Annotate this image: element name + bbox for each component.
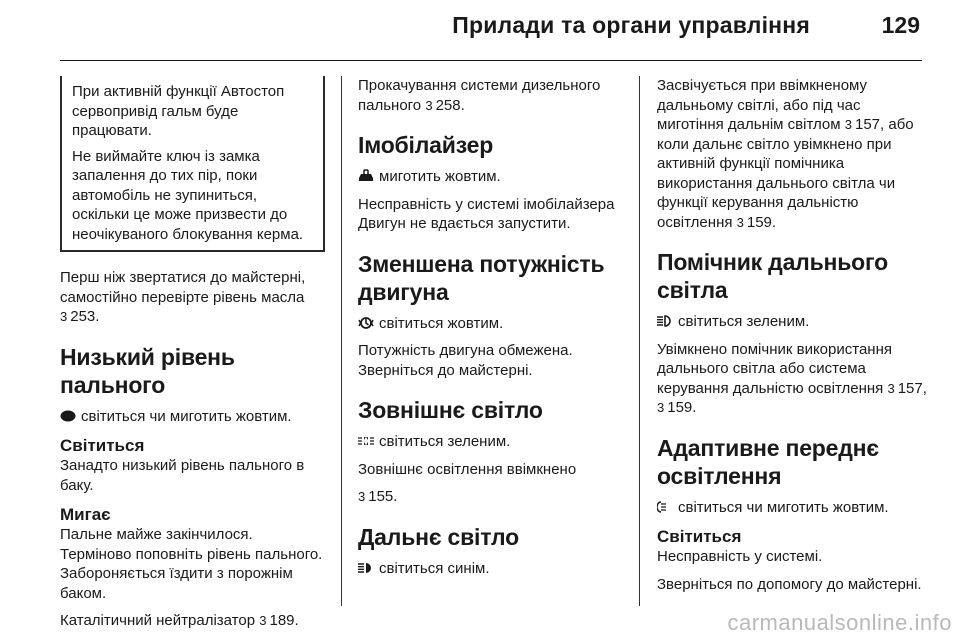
afl-indicator-line xyxy=(657,498,927,518)
reduced-power-indicator-line xyxy=(358,314,626,334)
low-fuel-blink-text: Пальне майже закінчилося. Терміново поповніть рівень пального. Забороняється їздити з порожнім баком. xyxy=(60,526,323,602)
catalyst-text: Каталітичний нейтралізатор xyxy=(60,612,256,629)
side-lights-icon xyxy=(358,434,374,448)
warning-box xyxy=(60,76,325,252)
fuel-warning-icon xyxy=(60,409,76,423)
low-fuel-blink-heading: Мигає xyxy=(60,505,111,524)
column-divider-1 xyxy=(341,76,342,606)
reference-arrow-icon: 3 xyxy=(657,400,665,415)
high-beam-assist-indicator-line xyxy=(657,312,927,332)
column-1 xyxy=(60,76,325,639)
priming-text: Прокачування системи дизельного пального xyxy=(358,77,601,114)
low-fuel-indicator-line xyxy=(60,407,325,427)
page-header-title: Прилади та органи управління xyxy=(452,12,810,38)
immobilizer-indicator-line xyxy=(358,167,626,187)
immobilizer-line-text: миготить жовтим. xyxy=(379,168,501,185)
low-fuel-heading: Низький рівень пального xyxy=(60,343,235,398)
reduced-power-line-text: світиться жовтим. xyxy=(379,314,504,332)
afl-line-text: світиться чи миготить жовтим. xyxy=(678,498,889,516)
low-fuel-lit-heading: Світиться xyxy=(60,436,145,455)
header-divider xyxy=(60,60,922,61)
low-fuel-lit-text: Занадто низький рівень пального в баку. xyxy=(60,457,305,494)
high-beam-description xyxy=(657,76,927,232)
page-number: 129 xyxy=(881,12,920,38)
afl-lit-heading: Світиться xyxy=(657,527,742,546)
car-key-icon xyxy=(358,169,374,183)
reduced-power-heading: Зменшена потужність двигуна xyxy=(358,250,605,305)
high-beam-assist-icon xyxy=(657,314,673,328)
warning-paragraph-1: При активній функції Автостоп сервопривід гальм буде працювати. xyxy=(72,83,285,139)
column-2 xyxy=(358,76,626,586)
high-beam-assist-ref-1[interactable]: 157, xyxy=(897,379,927,397)
priming-ref[interactable]: 258. xyxy=(435,96,465,114)
high-beam-assist-text: Увімкнено помічник використання дальнього світла або система керування дальністю освітлення xyxy=(657,340,892,397)
exterior-light-ref[interactable]: 155. xyxy=(368,488,398,505)
column-divider-2 xyxy=(639,76,640,606)
afl-heading: Адаптивне переднє освітлення xyxy=(657,434,879,489)
reference-arrow-icon: 3 xyxy=(259,613,267,628)
catalyst-ref[interactable]: 189. xyxy=(269,612,299,629)
watermark: carmanualsonline.info xyxy=(727,610,952,635)
column-3 xyxy=(657,76,927,602)
priming-paragraph xyxy=(358,76,626,115)
reference-arrow-icon: 3 xyxy=(736,214,744,230)
immobilizer-text: Несправність у системі імобілайзера Двигун не вдається запустити. xyxy=(358,195,615,232)
high-beam-assist-heading: Помічник дальнього світла xyxy=(657,249,888,303)
exterior-light-line-text: світиться зеленим. xyxy=(379,433,511,450)
high-beam-desc-a: Засвічується при ввімкненому дальньому світлі, або під час миготіння дальнім світлом xyxy=(657,77,868,133)
check-oil-text: Перш ніж звертатися до майстерні, самостійно перевірте рівень масла xyxy=(60,269,306,306)
reference-arrow-icon: 3 xyxy=(358,489,366,504)
immobilizer-heading: Імобілайзер xyxy=(358,132,494,158)
reduced-power-text: Потужність двигуна обмежена. Зверніться до майстерні. xyxy=(358,342,573,379)
reference-arrow-icon: 3 xyxy=(887,380,895,396)
afl-lit-text: Несправність у системі. xyxy=(657,548,823,565)
engine-power-icon xyxy=(358,316,374,330)
afl-icon xyxy=(657,500,673,514)
warning-paragraph-2: Не виймайте ключ із замка запалення до тих пір, поки автомобіль не зупиниться, оскільки це може призвести до неочікуваного блокування керма. xyxy=(72,147,304,243)
high-beam-ref-1[interactable]: 157, xyxy=(855,116,885,133)
high-beam-line-text: світиться синім. xyxy=(379,559,490,577)
afl-contact-text: Зверніться по допомогу до майстерні. xyxy=(657,575,922,593)
reference-arrow-icon: 3 xyxy=(844,117,852,132)
high-beam-assist-ref-2[interactable]: 159. xyxy=(667,399,697,416)
catalyst-paragraph xyxy=(60,611,325,631)
exterior-light-indicator-line xyxy=(358,432,626,452)
high-beam-assist-line-text: світиться зеленим. xyxy=(678,313,810,330)
high-beam-icon xyxy=(358,561,374,575)
high-beam-indicator-line xyxy=(358,559,626,579)
exterior-light-heading: Зовнішнє світло xyxy=(358,397,543,423)
low-fuel-line-text: світиться чи миготить жовтим. xyxy=(81,407,292,425)
check-oil-paragraph xyxy=(60,268,325,327)
high-beam-heading: Дальнє світло xyxy=(358,523,519,550)
exterior-light-text: Зовнішнє освітлення ввімкнено xyxy=(358,460,577,478)
high-beam-ref-2[interactable]: 159. xyxy=(746,213,777,231)
reference-arrow-icon: 3 xyxy=(60,309,68,324)
high-beam-desc-b: або коли дальнє світло увімкнено при активній функції помічника використання дальнього світла чи функції керування дальністю освітлення xyxy=(657,116,914,231)
exterior-light-ref-line xyxy=(358,487,626,507)
high-beam-assist-text-paragraph xyxy=(657,340,927,418)
reference-arrow-icon: 3 xyxy=(425,97,433,113)
check-oil-ref[interactable]: 253. xyxy=(70,308,100,325)
